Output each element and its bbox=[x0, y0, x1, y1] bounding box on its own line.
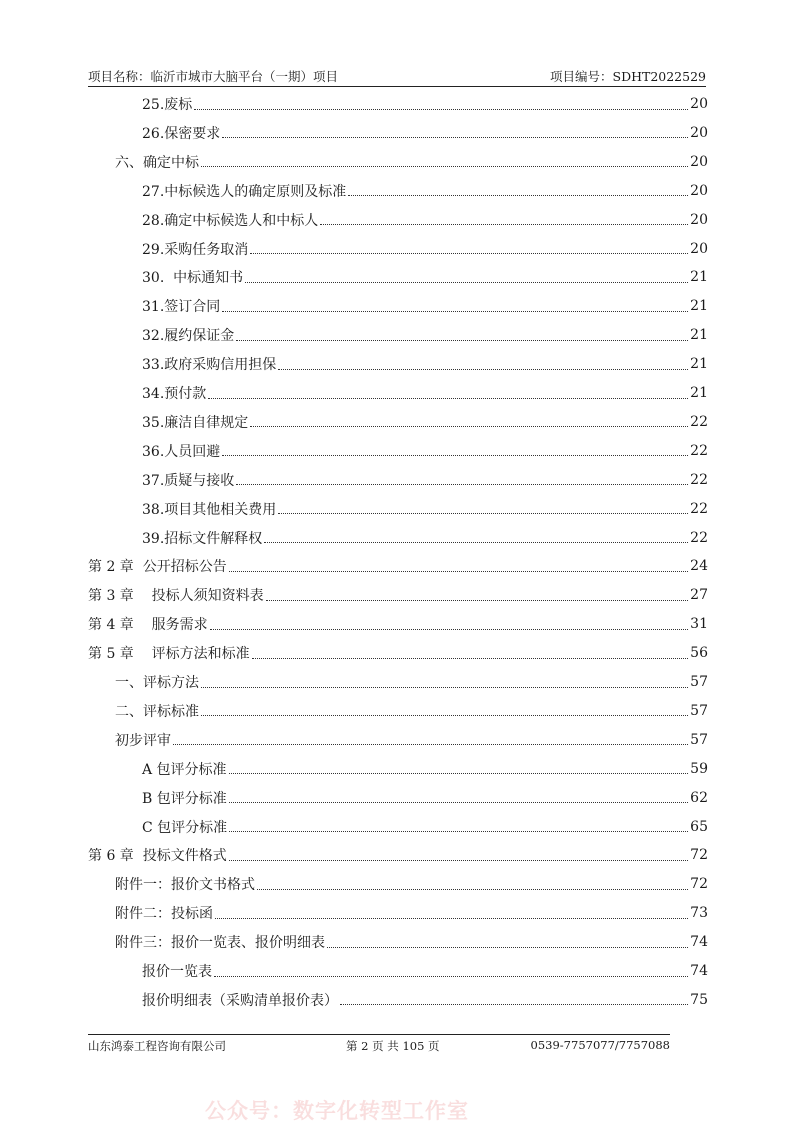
project-name: 项目名称：临沂市城市大脑平台（一期）项目 bbox=[88, 69, 339, 84]
dot-leader bbox=[250, 253, 688, 254]
toc-entry[interactable] bbox=[142, 178, 708, 204]
toc-entry-title: 39.招标文件解释权 bbox=[142, 530, 263, 547]
dot-leader bbox=[236, 484, 688, 485]
toc-entry-page: 75 bbox=[690, 991, 708, 1008]
page-footer bbox=[88, 1034, 670, 1056]
toc-entry-title: A 包评分标准 bbox=[142, 761, 227, 778]
toc-entry[interactable] bbox=[115, 698, 708, 724]
toc-entry-title: 25.废标 bbox=[142, 97, 193, 113]
footer-page-info: 第 2 页 共 105 页 bbox=[346, 1039, 440, 1053]
toc-entry[interactable] bbox=[142, 409, 708, 435]
project-number: 项目编号：SDHT2022529 bbox=[550, 69, 706, 84]
toc-entry-page: 56 bbox=[690, 645, 708, 662]
toc-entry[interactable] bbox=[142, 207, 708, 233]
toc-entry-title: 29.采购任务取消 bbox=[142, 241, 249, 258]
toc-entry-page: 21 bbox=[690, 385, 708, 401]
toc-entry-page: 21 bbox=[690, 298, 708, 315]
toc-entry-title: 37.质疑与接收 bbox=[142, 472, 235, 489]
dot-leader bbox=[201, 687, 688, 688]
dot-leader bbox=[320, 224, 688, 225]
dot-leader bbox=[327, 947, 688, 948]
toc-entry[interactable] bbox=[142, 785, 708, 811]
toc-entry-page: 73 bbox=[690, 905, 708, 922]
toc-entry-title: 第 2 章 公开招标公告 bbox=[88, 559, 227, 576]
watermark: 公众号：数字化转型工作室 bbox=[205, 1099, 469, 1123]
toc-entry-page: 62 bbox=[690, 789, 708, 806]
dot-leader bbox=[278, 369, 688, 370]
toc-entry-title: 附件三：报价一览表、报价明细表 bbox=[115, 935, 325, 952]
toc-entry-title: 第 3 章 投标人须知资料表 bbox=[88, 588, 264, 605]
toc-entry-title: 26.保密要求 bbox=[142, 125, 221, 142]
dot-leader bbox=[250, 426, 688, 427]
dot-leader bbox=[194, 109, 688, 110]
toc-entry[interactable] bbox=[88, 611, 708, 637]
toc-entry-page: 59 bbox=[690, 760, 708, 777]
dot-leader bbox=[229, 860, 688, 861]
dot-leader bbox=[229, 802, 688, 803]
dot-leader bbox=[229, 773, 689, 774]
dot-leader bbox=[173, 744, 688, 745]
toc-entry[interactable] bbox=[115, 669, 708, 695]
toc-entry[interactable] bbox=[88, 842, 708, 868]
toc-entry[interactable] bbox=[142, 958, 708, 984]
toc-entry[interactable] bbox=[142, 351, 708, 377]
toc-entry-page: 21 bbox=[690, 327, 708, 344]
toc-entry-title: 33.政府采购信用担保 bbox=[142, 357, 277, 374]
toc-entry-page: 27 bbox=[690, 587, 708, 604]
toc-entry[interactable] bbox=[142, 264, 708, 290]
toc-entry-title: 初步评审 bbox=[115, 732, 171, 749]
toc-entry-title: 附件一：报价文书格式 bbox=[115, 877, 255, 894]
toc-entry-page: 65 bbox=[690, 818, 708, 835]
toc-entry-title: 32.履约保证金 bbox=[142, 328, 235, 345]
toc-entry-title: 报价一览表 bbox=[142, 964, 212, 980]
toc-entry-title: 二、评标标准 bbox=[115, 703, 199, 720]
dot-leader bbox=[215, 918, 688, 919]
toc-entry[interactable] bbox=[115, 900, 708, 926]
toc-entry-page: 20 bbox=[690, 124, 708, 141]
footer-phone: 0539-7757077/7757088 bbox=[530, 1038, 670, 1052]
dot-leader bbox=[257, 889, 688, 890]
toc-entry-page: 20 bbox=[690, 211, 708, 228]
toc-entry-title: 附件二：投标函 bbox=[115, 906, 213, 923]
dot-leader bbox=[245, 282, 688, 283]
toc-entry[interactable] bbox=[142, 236, 708, 262]
toc-entry-title: 27.中标候选人的确定原则及标准 bbox=[142, 183, 347, 200]
dot-leader bbox=[222, 311, 688, 312]
toc-entry-title: 30. 中标通知书 bbox=[142, 270, 244, 287]
toc-entry[interactable] bbox=[142, 438, 708, 464]
toc-entry-page: 22 bbox=[690, 529, 708, 546]
dot-leader bbox=[264, 542, 688, 543]
toc-entry-page: 74 bbox=[690, 963, 708, 979]
toc-entry-page: 20 bbox=[690, 96, 708, 112]
toc-entry-title: 31.签订合同 bbox=[142, 299, 221, 316]
toc-entry[interactable] bbox=[115, 871, 708, 897]
dot-leader bbox=[214, 976, 688, 977]
toc-entry-page: 20 bbox=[690, 153, 708, 170]
dot-leader bbox=[340, 1004, 688, 1005]
toc-entry-title: 第 4 章 服务需求 bbox=[88, 617, 208, 634]
toc-entry-page: 74 bbox=[690, 934, 708, 951]
toc-entry-page: 22 bbox=[690, 471, 708, 488]
toc-entry[interactable] bbox=[142, 814, 708, 840]
toc-entry-page: 22 bbox=[690, 413, 708, 430]
toc-entry-title: 36.人员回避 bbox=[142, 443, 221, 460]
toc-entry-title: 报价明细表（采购清单报价表） bbox=[142, 992, 338, 1009]
toc-entry[interactable] bbox=[142, 496, 708, 522]
toc-entry-title: 28.确定中标候选人和中标人 bbox=[142, 212, 319, 229]
toc-entry-page: 21 bbox=[690, 356, 708, 373]
toc-entry[interactable] bbox=[142, 120, 708, 146]
page-header bbox=[88, 64, 706, 87]
toc-entry[interactable] bbox=[115, 149, 708, 175]
toc-entry-page: 57 bbox=[690, 702, 708, 719]
toc-entry[interactable] bbox=[142, 756, 708, 782]
dot-leader bbox=[348, 195, 688, 196]
dot-leader bbox=[210, 629, 689, 630]
toc-entry[interactable] bbox=[142, 293, 708, 319]
toc-entry[interactable] bbox=[142, 467, 708, 493]
toc-entry-title: 34.预付款 bbox=[142, 386, 207, 402]
dot-leader bbox=[208, 398, 688, 399]
toc-entry-title: 第 5 章 评标方法和标准 bbox=[88, 646, 250, 663]
toc-entry[interactable] bbox=[115, 727, 708, 753]
toc-entry-title: 六、确定中标 bbox=[115, 154, 199, 171]
dot-leader bbox=[266, 600, 689, 601]
dot-leader bbox=[222, 455, 688, 456]
toc-entry-title: 一、评标方法 bbox=[115, 675, 199, 691]
footer-company: 山东鸿泰工程咨询有限公司 bbox=[88, 1039, 226, 1053]
toc-entry-title: 38.项目其他相关费用 bbox=[142, 501, 277, 518]
dot-leader bbox=[229, 571, 688, 572]
toc-entry-page: 24 bbox=[690, 558, 708, 575]
toc-entry[interactable] bbox=[142, 380, 708, 406]
dot-leader bbox=[222, 137, 688, 138]
toc-entry-title: C 包评分标准 bbox=[142, 819, 228, 836]
toc-entry[interactable] bbox=[88, 582, 708, 608]
dot-leader bbox=[236, 340, 688, 341]
toc-entry[interactable] bbox=[142, 987, 708, 1013]
dot-leader bbox=[229, 831, 688, 832]
toc-entry-page: 22 bbox=[690, 500, 708, 517]
toc-entry-page: 31 bbox=[690, 616, 708, 633]
toc-entry-page: 57 bbox=[690, 674, 708, 690]
toc-entry[interactable] bbox=[142, 91, 708, 117]
toc-entry[interactable] bbox=[88, 553, 708, 579]
toc-entry-page: 22 bbox=[690, 442, 708, 459]
toc-entry-title: B 包评分标准 bbox=[142, 790, 227, 807]
toc-entry-title: 35.廉洁自律规定 bbox=[142, 414, 249, 431]
toc-entry[interactable] bbox=[142, 322, 708, 348]
toc-entry-page: 57 bbox=[690, 731, 708, 748]
toc-entry-page: 72 bbox=[690, 876, 708, 893]
toc-entry-page: 72 bbox=[690, 847, 708, 864]
toc-entry[interactable] bbox=[142, 525, 708, 551]
toc-entry-page: 20 bbox=[690, 240, 708, 257]
dot-leader bbox=[278, 513, 688, 514]
dot-leader bbox=[252, 658, 689, 659]
toc-entry[interactable] bbox=[88, 640, 708, 666]
toc-entry-page: 21 bbox=[690, 269, 708, 286]
toc-entry[interactable] bbox=[115, 929, 708, 955]
dot-leader bbox=[201, 715, 688, 716]
dot-leader bbox=[201, 166, 688, 167]
toc-entry-title: 第 6 章 投标文件格式 bbox=[88, 848, 227, 865]
toc-entry-page: 20 bbox=[690, 182, 708, 199]
